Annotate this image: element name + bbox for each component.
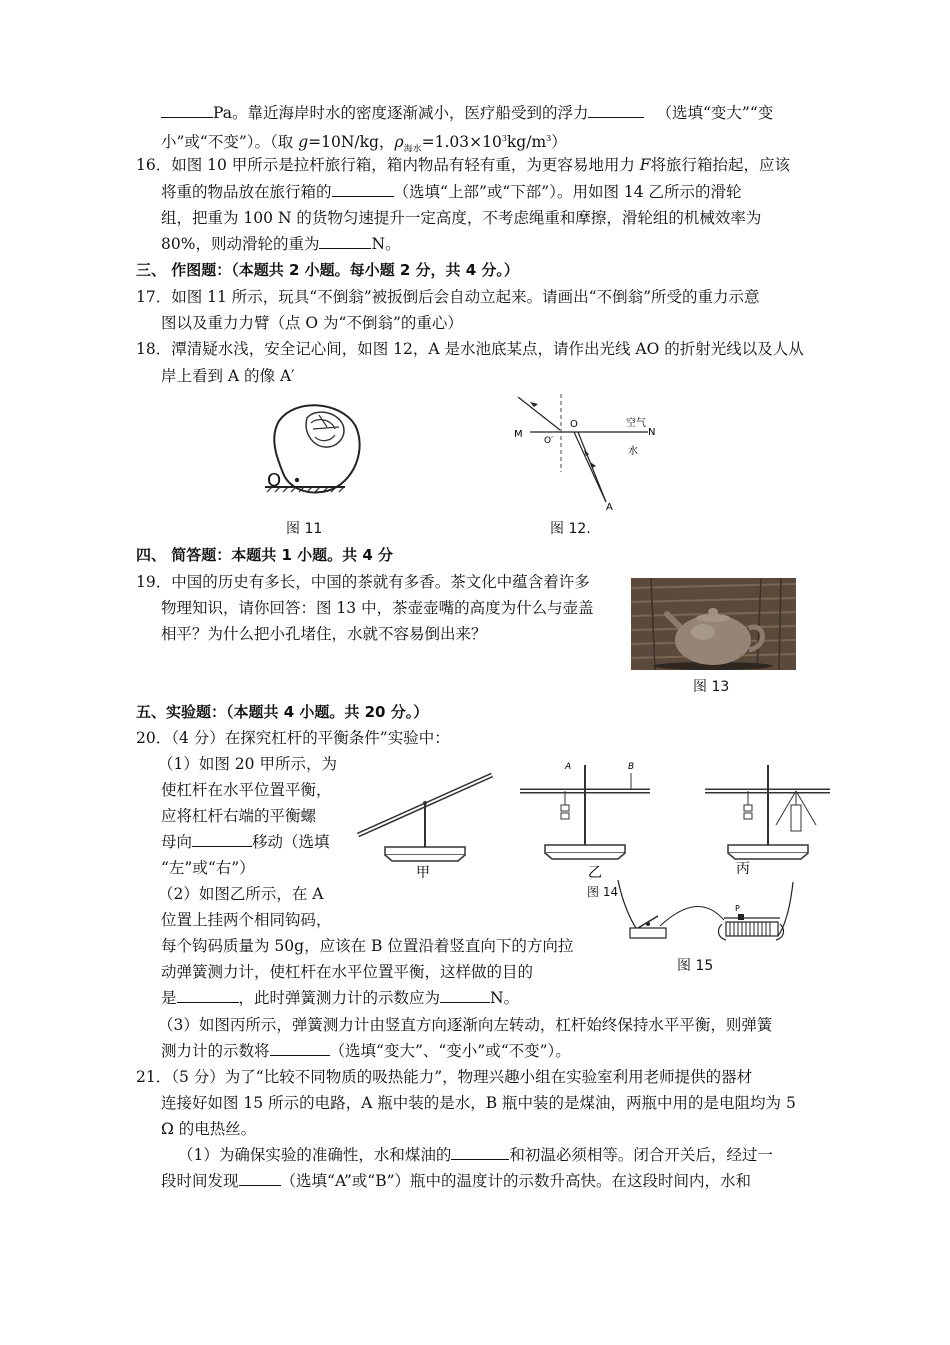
q16-line1: 16．如图 10 甲所示是拉杆旅行箱，箱内物品有轻有重，为更容易地用力 F将旅行箱抬起，应该 <box>136 156 791 174</box>
section-4-heading: 四、 简答题：本题共 1 小题。共 4 分 <box>136 546 393 564</box>
q20-p1-line1: （1）如图 20 甲所示，为 <box>158 755 337 773</box>
q17-line2: 图以及重力力臂（点 O 为“不倒翁”的重心） <box>161 314 463 332</box>
figure-12-caption: 图 12. <box>550 521 591 537</box>
q21-line2: 连接好如图 15 所示的电路，A 瓶中装的是水，B 瓶中装的是煤油，两瓶中用的是电阻均为 5 <box>161 1094 796 1112</box>
q15-line2: 小”或“不变”）。（取 g=10N/kg，$\rho_{海水}=1.03\times 10^3kg/m^3$） <box>161 133 567 155</box>
q21-p1-line2: 段时间发现 （选填“A”或“B”）瓶中的温度计的示数升高快。在这段时间内，水和 <box>161 1169 751 1193</box>
q20-p1-line3: 应将杠杆右端的平衡螺 <box>161 807 317 825</box>
answer-blank[interactable] <box>319 232 371 249</box>
q20-p1-line4: 母向 移动（选填 <box>161 830 330 854</box>
q20-p3-line2: 测力计的示数将 （选填“变大”、“变小”或“不变”）。 <box>161 1039 571 1063</box>
lever-yi <box>520 765 650 859</box>
q20-p2-line5: 是 ，此时弹簧测力计的示数应为 N。 <box>161 986 519 1010</box>
answer-blank[interactable] <box>440 986 490 1003</box>
q21-p1-line1: （1）为确保实验的准确性，水和煤油的 和初温必须相等。闭合开关后，经过一 <box>178 1143 773 1167</box>
q20-p3-line1: （3）如图丙所示，弹簧测力计由竖直方向逐渐向左转动，杠杆始终保持水平平衡，则弹簧 <box>158 1016 773 1034</box>
q20-p2-line2: 位置上挂两个相同钩码， <box>161 911 332 929</box>
fig12-label-o: O <box>570 419 578 430</box>
figure-13-teapot-photo <box>631 578 796 670</box>
lever-bing <box>705 765 830 859</box>
q20-line0: 20．（4 分）在探究杠杆的平衡条件”实验中： <box>136 729 450 747</box>
q19-line3: 相平？为什么把小孔堵住，水就不容易倒出来？ <box>161 625 487 643</box>
figure-15-caption: 图 15 <box>677 958 714 974</box>
fig12-label-n: N <box>648 427 656 438</box>
figure-14-levers <box>350 745 840 880</box>
q21-line3: Ω 的电热丝。 <box>161 1120 257 1138</box>
fig14-label-jia: 甲 <box>416 865 430 880</box>
answer-blank[interactable] <box>177 986 239 1003</box>
fig12-label-m: M <box>514 429 523 440</box>
section-3-heading: 三、 作图题：（本题共 2 小题。每小题 2 分，共 4 分。） <box>136 261 519 279</box>
figure-12-refraction <box>508 392 668 514</box>
answer-blank[interactable] <box>161 101 213 118</box>
fig12-label-oprime: O′ <box>544 436 554 446</box>
fig12-label-a: A <box>606 502 613 513</box>
fig12-label-air: 空气 <box>626 418 646 429</box>
fig14-label-yi: 乙 <box>588 865 602 880</box>
fig14-label-a: A <box>565 762 572 772</box>
q16-line3: 组，把重为 100 N 的货物匀速提升一定高度，不考虑绳重和摩擦，滑轮组的机械效率为 <box>161 209 762 227</box>
answer-blank[interactable] <box>239 1169 281 1186</box>
section-5-heading: 五、实验题：（本题共 4 小题。共 20 分。） <box>136 703 429 721</box>
q20-p1-line2: 使杠杆在水平位置平衡， <box>161 781 332 799</box>
lever-jia <box>358 775 492 861</box>
fig11-label-o: O <box>267 470 282 491</box>
figure-14-caption: 图 14 <box>587 885 619 899</box>
q18-line2: 岸上看到 A 的像 A′ <box>161 367 295 385</box>
q16-line4: 80%，则动滑轮的重为 N。 <box>161 232 401 256</box>
fig12-label-water: 水 <box>628 446 638 457</box>
q16-line2: 将重的物品放在旅行箱的 （选填“上部”或“下部”）。用如图 14 乙所示的滑轮 <box>161 180 742 204</box>
fig15-label-p: P <box>735 904 740 913</box>
q19-line1: 19．中国的历史有多长，中国的茶就有多香。茶文化中蕴含着许多 <box>136 573 590 591</box>
answer-blank[interactable] <box>588 101 644 118</box>
q20-p2-line3: 每个钩码质量为 50g，应该在 B 位置沿着竖直向下的方向拉 <box>161 937 574 955</box>
q20-p2-line4: 动弹簧测力计，使杠杆在水平位置平衡，这样做的目的 <box>161 963 534 981</box>
q20-p1-line5: “左”或“右”） <box>161 859 255 877</box>
fig14-label-b: B <box>628 762 635 772</box>
q19-line2: 物理知识，请你回答：图 13 中，茶壶壶嘴的高度为什么与壶盖 <box>161 599 594 617</box>
q20-p2-line1: （2）如图乙所示，在 A <box>158 885 324 903</box>
answer-blank[interactable] <box>270 1039 330 1056</box>
figure-13-caption: 图 13 <box>693 679 730 695</box>
answer-blank[interactable] <box>192 830 252 847</box>
q21-line1: 21．（5 分）为了“比较不同物质的吸热能力”，物理兴趣小组在实验室利用老师提供的器材 <box>136 1068 753 1086</box>
answer-blank[interactable] <box>451 1143 509 1160</box>
answer-blank[interactable] <box>332 180 394 197</box>
q15-line1: Pa。靠近海岸时水的密度逐渐减小，医疗船受到的浮力 （选填“变大”“变 <box>161 101 773 125</box>
figure-11-caption: 图 11 <box>286 521 323 537</box>
figure-15-circuit <box>608 880 803 950</box>
q17-line1: 17．如图 11 所示，玩具“不倒翁”被扳倒后会自动立起来。请画出“不倒翁”所受的重力示意 <box>136 288 760 306</box>
fig14-label-bing: 丙 <box>736 861 750 877</box>
q18-line1: 18．潭清疑水浅，安全记心间，如图 12，A 是水池底某点，请作出光线 AO 的折射光线以及人从 <box>136 340 804 358</box>
